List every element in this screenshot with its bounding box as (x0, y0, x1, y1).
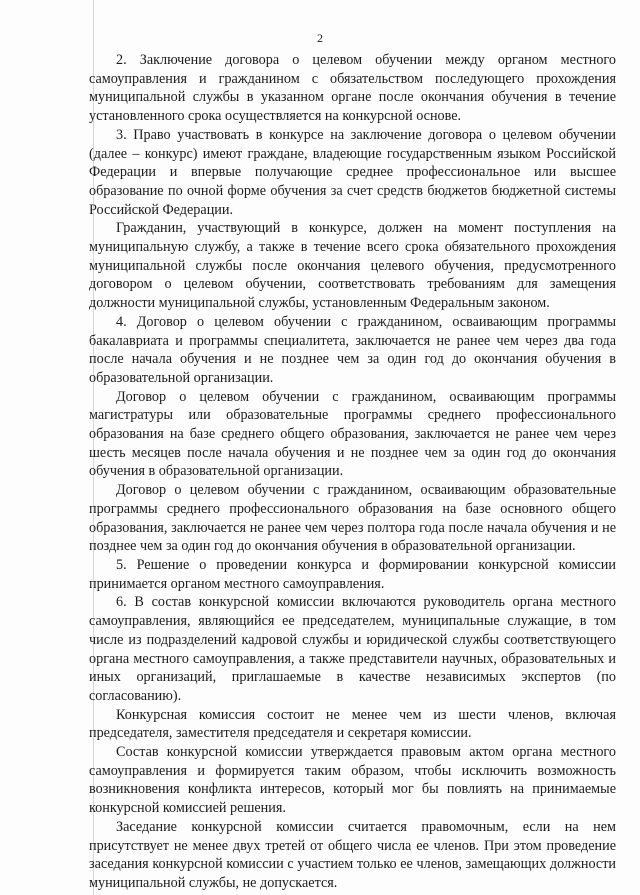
document-body (89, 51, 616, 893)
paragraph-clause-4: 4. Договор о целевом обучении с гражданином, осваивающим программы бакалавриата и программы специалитета, заключается не ранее чем через два года после начала обучения и не позднее чем за один год до окончания обучения в образовательной организации. (89, 313, 616, 386)
paragraph-clause-5: 5. Решение о проведении конкурса и формировании конкурсной комиссии принимается органом местного самоуправления. (89, 556, 616, 592)
paragraph-clause-2: 2. Заключение договора о целевом обучении между органом местного самоуправления и гражданином с обязательством последующего прохождения муниципальной службы в указанном органе после окончания обучения в течение установленного срока осуществляется на конкурсной основе. (89, 52, 616, 125)
paragraph-clause-3-citizen-requirements: Гражданин, участвующий в конкурсе, должен на момент поступления на муниципальную службу, а также в течение всего срока обязательного прохождения муниципальной службы после окончания целевого обучения, предусмотренного договором о целевом обучении, соответствовать требованиям для замещения должности муниципальной службы, установленным Федеральным законом. (89, 220, 616, 312)
paragraph-clause-4-secondary: Договор о целевом обучении с гражданином, осваивающим образовательные программы среднего профессионального образования на базе основного общего образования, заключается не ранее чем через полтора года после начала обучения и не позднее чем за один год до окончания обучения в образовательной организации. (89, 482, 616, 555)
paragraph-clause-4-magistracy: Договор о целевом обучении с гражданином, осваивающим программы магистратуры или образовательные программы среднего профессионального образования на базе среднего общего образования, заключается не ранее чем через шесть месяцев после начала обучения и не позднее чем за один год до окончания обучения в образовательной организации. (89, 388, 616, 480)
paragraph-commission-size: Конкурсная комиссия состоит не менее чем из шести членов, включая председателя, заместителя председателя и секретаря комиссии. (89, 706, 616, 742)
page-number: 2 (317, 31, 323, 45)
paragraph-commission-composition: Состав конкурсной комиссии утверждается правовым актом органа местного самоуправления и формируется таким образом, чтобы исключить возможность возникновения конфликта интересов, который мог бы повлиять на принимаемые конкурсной комиссией решения. (89, 744, 616, 817)
paragraph-clause-3: 3. Право участвовать в конкурсе на заключение договора о целевом обучении (далее – конкурс) имеют граждане, владеющие государственным языком Российской Федерации и впервые получающие среднее профессиональное или высшее образование по очной форме обучения за счет средств бюджетов бюджетной системы Российской Федерации. (89, 126, 616, 218)
paragraph-clause-6: 6. В состав конкурсной комиссии включаются руководитель органа местного самоуправления, являющийся ее председателем, муниципальные служащие, в том числе из подразделений кадровой службы и юридической службы соответствующего органа местного самоуправления, а также представители научных, образовательных и иных организаций, приглашаемые в качестве независимых экспертов (по согласованию). (89, 594, 616, 704)
paragraph-commission-quorum: Заседание конкурсной комиссии считается правомочным, если на нем присутствует не менее двух третей от общего числа ее членов. При этом проведение заседания конкурсной комиссии с участием только ее членов, замещающих должности муниципальной службы, не допускается. (89, 818, 616, 891)
